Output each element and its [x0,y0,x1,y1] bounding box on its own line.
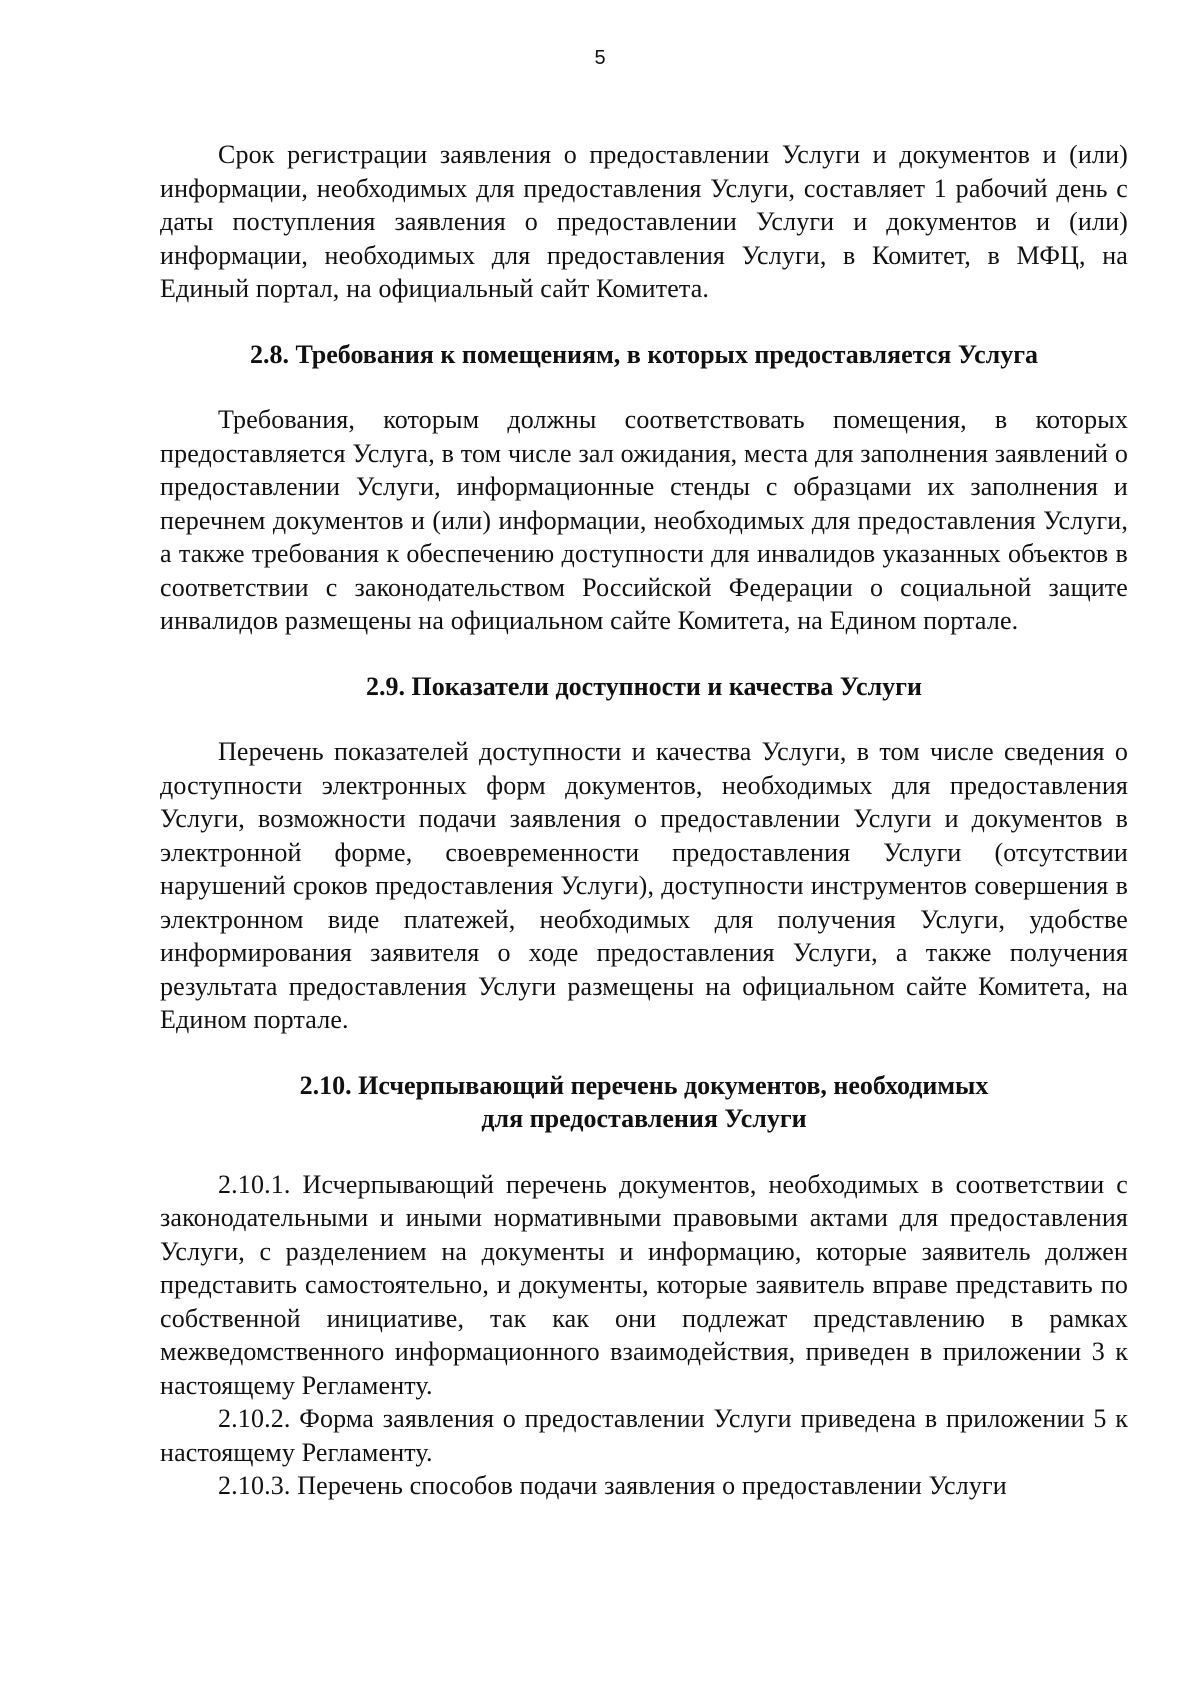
heading-2-9: 2.9. Показатели доступности и качества Услуги [366,671,922,701]
paragraph-registration-term: Срок регистрации заявления о предоставлении Услуги и документов и (или) информации, необходимых для предоставления Услуги, составляет 1 рабочий день с даты поступления заявления о предоставлении Услуги и документов и (или) информации, необходимых для предоставления Услуги, в Комитет, в МФЦ, на Единый портал, на официальный сайт Комитета. [160,140,1128,303]
heading-2-10-line-1: 2.10. Исчерпывающий перечень документов, необходимых [299,1070,989,1100]
paragraph-2-10-1: 2.10.1. Исчерпывающий перечень документов, необходимых в соответствии с законодательными и иными нормативными правовыми актами для предоставления Услуги, с разделением на документы и информацию, которые заявитель должен представить самостоятельно, и документы, которые заявитель вправе представить по собственной инициативе, так как они подлежат представлению в рамках межведомственного информационного взаимодействия, приведен в приложении 3 к настоящему Регламенту. [160,1169,1128,1400]
paragraph-quality-indicators: Перечень показателей доступности и качества Услуги, в том числе сведения о доступности электронных форм документов, необходимых для предоставления Услуги, возможности подачи заявления о предоставлении Услуги и документов в электронной форме, своевременности предоставления Услуги (отсутствии нарушений сроков предоставления Услуги), доступности инструментов совершения в электронном виде платежей, необходимых для получения Услуги, удобстве информирования заявителя о ходе предоставления Услуги, а также получения результата предоставления Услуги размещены на официальном сайте Комитета, на Едином портале. [160,737,1128,1034]
document-body [160,138,1128,1503]
page-number: 5 [594,47,606,69]
heading-2-10 [160,1069,1128,1136]
paragraph-2-10-3: 2.10.3. Перечень способов подачи заявления о предоставлении Услуги [218,1471,1007,1500]
paragraph-premises-requirements: Требования, которым должны соответствовать помещения, в которых предоставляется Услуга, в том числе зал ожидания, места для заполнения заявлений о предоставлении Услуги, информационные стенды с образцами их заполнения и перечнем документов и (или) информации, необходимых для предоставления Услуги, а также требования к обеспечению доступности для инвалидов указанных объектов в соответствии с законодательством Российской Федерации о социальной защите инвалидов размещены на официальном сайте Комитета, на Едином портале. [160,405,1128,635]
paragraph-2-10-2: 2.10.2. Форма заявления о предоставлении Услуги приведена в приложении 5 к настоящему Регламенту. [160,1404,1128,1467]
heading-2-8: 2.8. Требования к помещениям, в которых предоставляется Услуга [249,339,1039,369]
heading-2-10-line-2: для предоставления Услуги [481,1104,807,1133]
